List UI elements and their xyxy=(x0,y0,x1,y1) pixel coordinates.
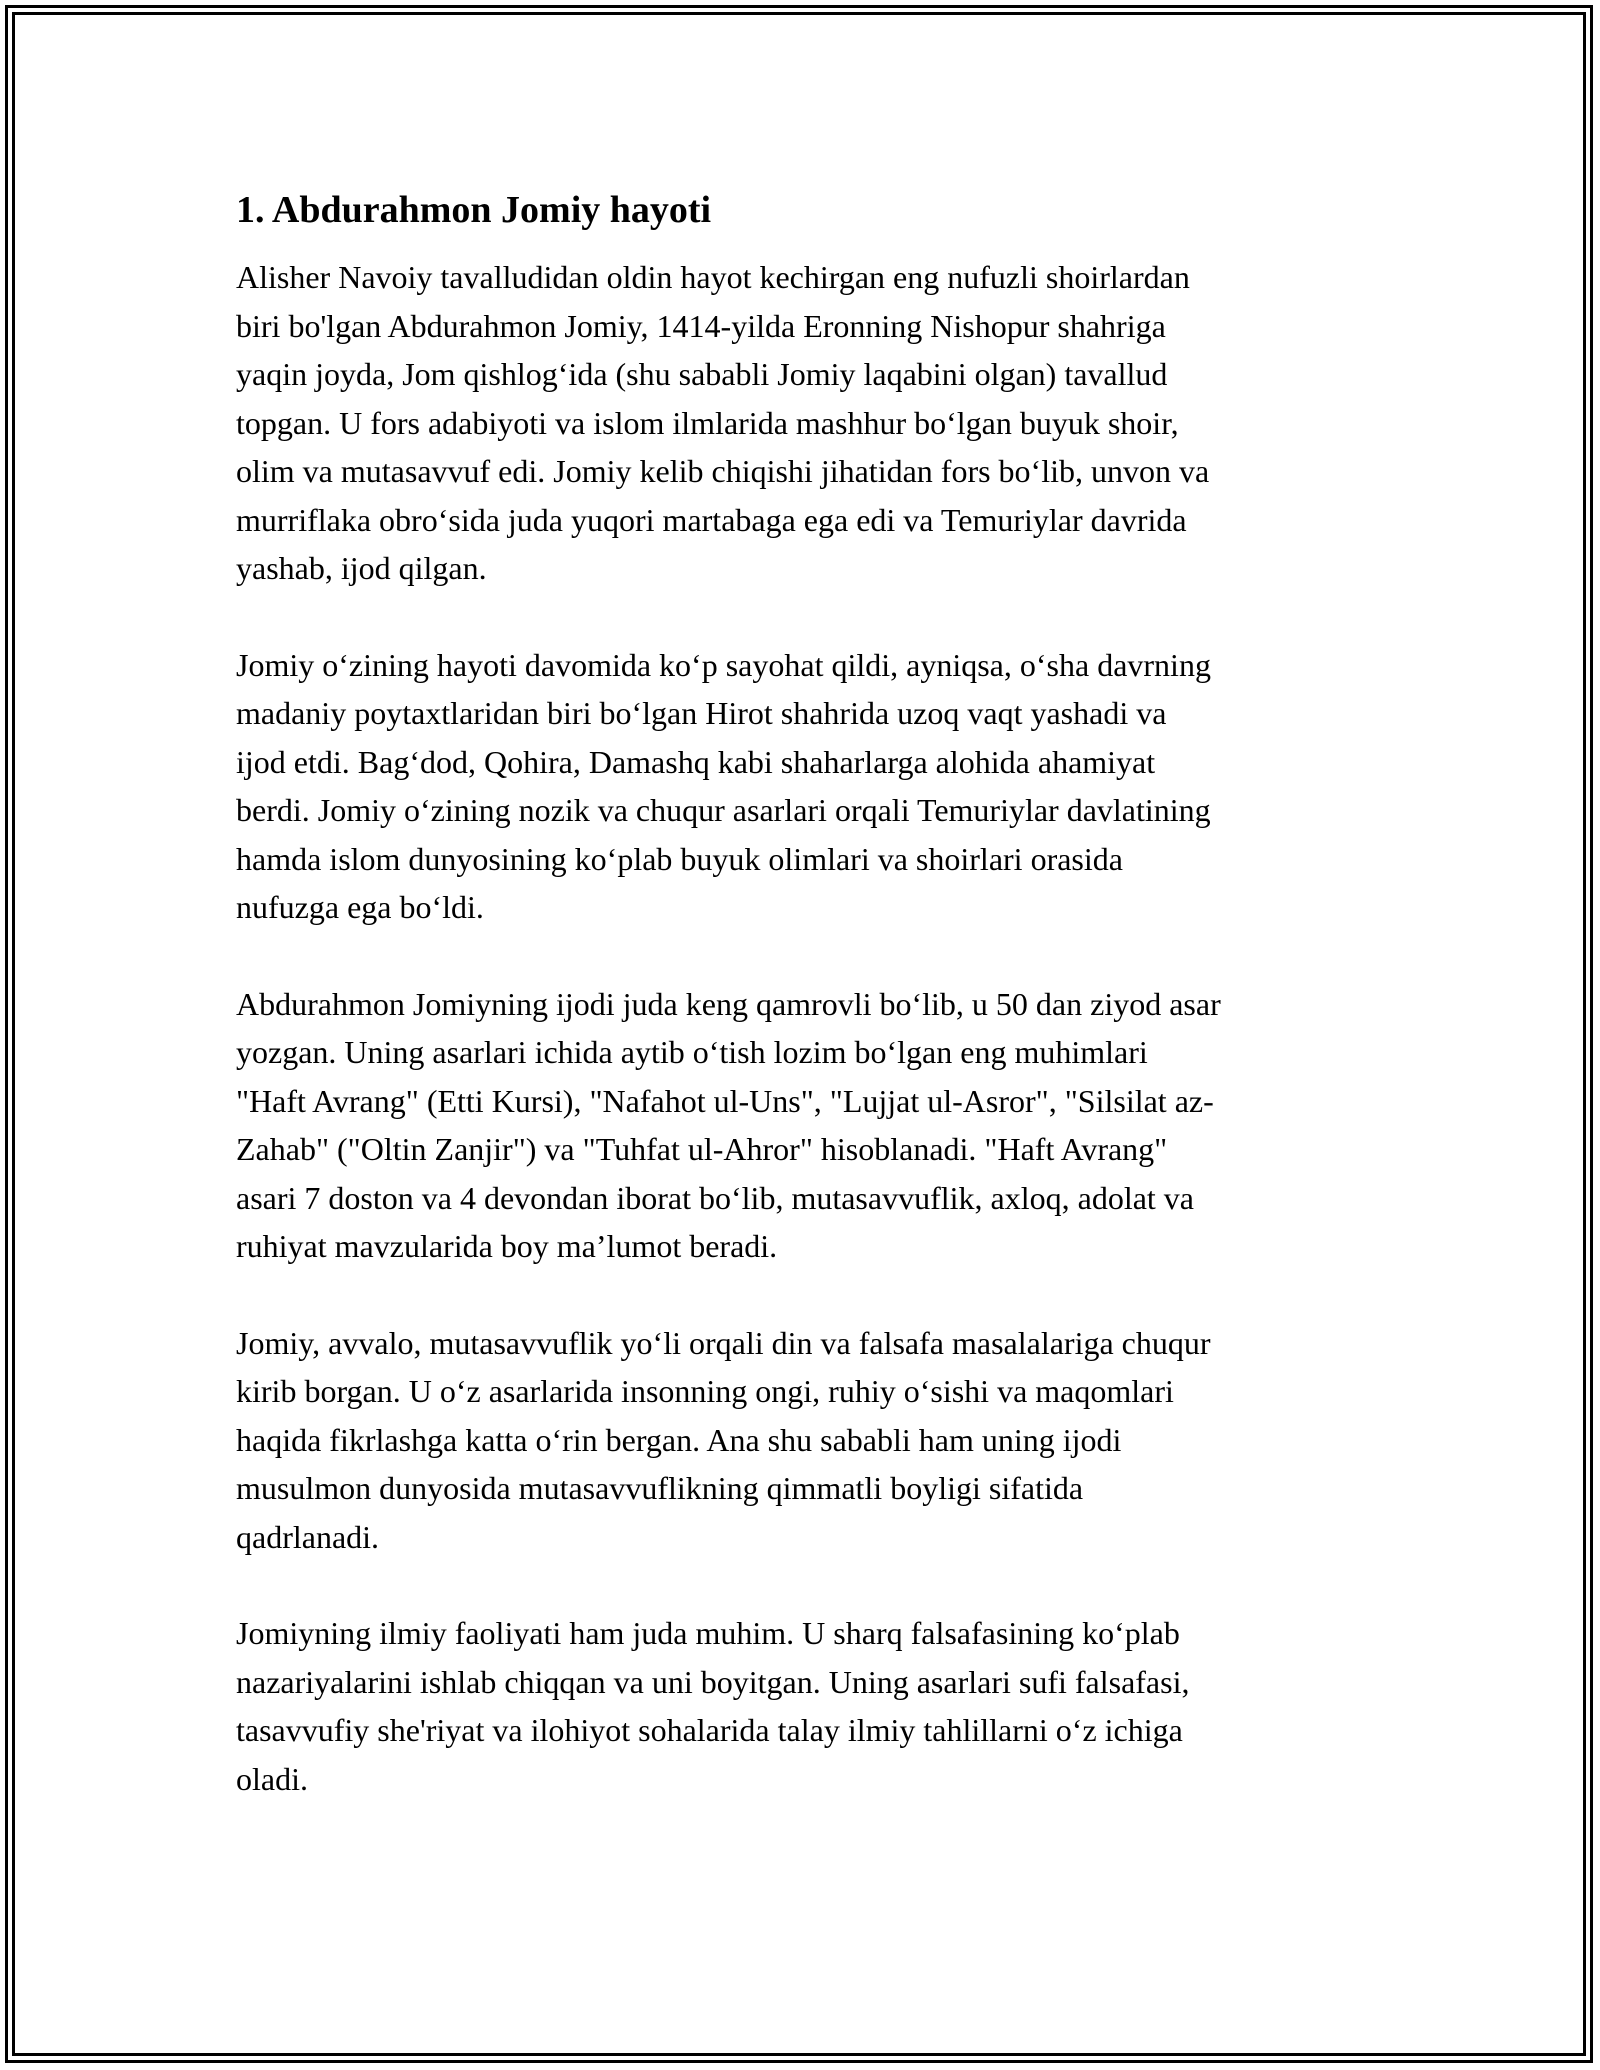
paragraph-1: Alisher Navoiy tavalludidan oldin hayot kechirgan eng nufuzli shoirlardan biri bo'lgan Abdurahmon Jomiy, 1414-yilda Eronning Nishopur shahriga yaqin joyda, Jom qishlog‘ida (shu sababli Jomiy laqabini olgan) tavallud topgan. U fors adabiyoti va islom ilmlarida mashhur bo‘lgan buyuk shoir, olim va mutasavvuf edi. Jomiy kelib chiqishi jihatidan fors bo‘lib, unvon va murriflaka obro‘sida juda yuqori martabaga ega edi va Temuriylar davrida yashab, ijod qilgan. xyxy=(236,259,1210,587)
paragraph-2: Jomiy o‘zining hayoti davomida ko‘p sayohat qildi, ayniqsa, o‘sha davrning madaniy poytaxtlaridan biri bo‘lgan Hirot shahrida uzoq vaqt yashadi va ijod etdi. Bag‘dod, Qohira, Damashq kabi shaharlarga alohida ahamiyat berdi. Jomiy o‘zining nozik va chuqur asarlari orqali Temuriylar davlatining hamda islom dunyosining ko‘plab buyuk olimlari va shoirlari orasida nufuzga ega bo‘ldi. xyxy=(236,646,1211,926)
paragraph-4: Jomiy, avvalo, mutasavvuflik yo‘li orqali din va falsafa masalalariga chuqur kirib borgan. U o‘z asarlarida insonning ongi, ruhiy o‘sishi va maqomlari haqida fikrlashga katta o‘rin bergan. Ana shu sababli ham uning ijodi musulmon dunyosida mutasavvuflikning qimmatli boyligi sifatida qadrlanadi. xyxy=(236,1324,1211,1555)
document-body xyxy=(236,186,1376,1851)
section-heading: 1. Abdurahmon Jomiy hayoti xyxy=(236,189,712,231)
paragraph-5: Jomiyning ilmiy faoliyati ham juda muhim. U sharq falsafasining ko‘plab nazariyalarini ishlab chiqqan va uni boyitgan. Uning asarlari sufi falsafasi, tasavvufiy she'riyat va ilohiyot sohalarida talay ilmiy tahlillarni o‘z ichiga oladi. xyxy=(236,1615,1190,1797)
paragraph-3: Abdurahmon Jomiyning ijodi juda keng qamrovli bo‘lib, u 50 dan ziyod asar yozgan. Uning asarlari ichida aytib o‘tish lozim bo‘lgan eng muhimlari "Haft Avrang" (Etti Kursi), "Nafahot ul-Uns", "Lujjat ul-Asror", "Silsilat az- Zahab" ("Oltin Zanjir") va "Tuhfat ul-Ahror" hisoblanadi. "Haft Avrang" asari 7 doston va 4 devondan iborat bo‘lib, mutasavvuflik, axloq, adolat va ruhiyat mavzularida boy ma’lumot beradi. xyxy=(236,985,1221,1265)
